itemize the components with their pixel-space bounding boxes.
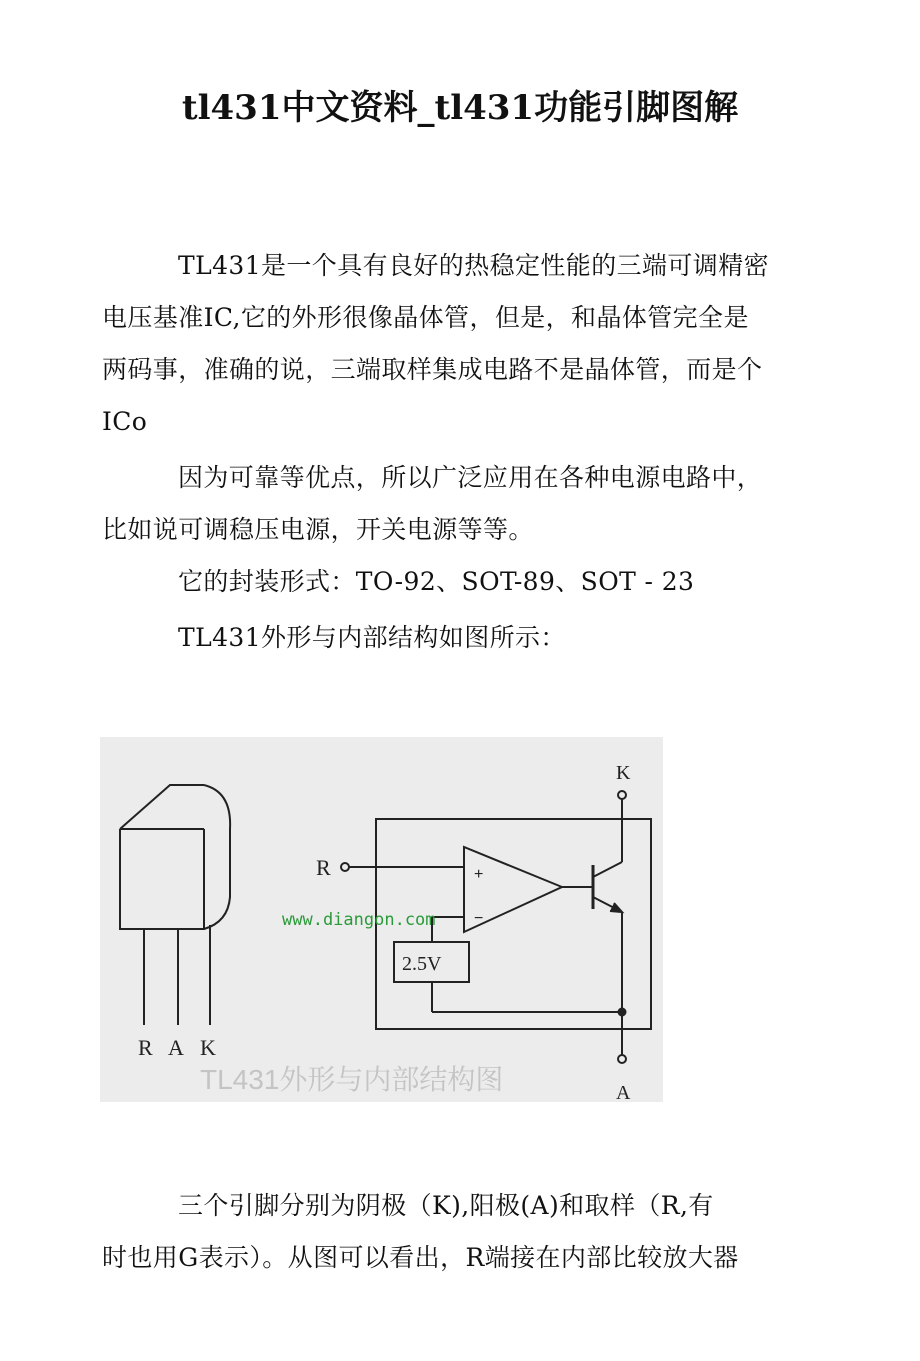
tl431-figure (100, 737, 663, 1102)
to92-package-drawing (120, 785, 230, 1025)
terminal-a-label: A (616, 1082, 631, 1102)
text-line: 三个引脚分别为阴极（K),阳极(A)和取样（R,有 (178, 1191, 714, 1220)
text-line: 时也用G表示）。从图可以看出，R端接在内部比较放大器 (102, 1243, 739, 1272)
text-line: TL431外形与内部结构如图所示： (178, 623, 566, 652)
tl431-diagram (100, 737, 663, 1102)
pin-label-a: A (168, 1035, 184, 1060)
terminal-r-label: R (316, 855, 331, 880)
text-line: 两码事，准确的说，三端取样集成电路不是晶体管，而是个 (102, 355, 763, 384)
terminal-k-label: K (616, 762, 631, 784)
paragraph-figure-intro (102, 612, 802, 664)
text-line: 电压基准IC,它的外形很像晶体管，但是，和晶体管完全是 (102, 303, 749, 332)
pin-label-r: R (138, 1035, 153, 1060)
paragraph-applications (102, 452, 802, 556)
figure-caption: TL431外形与内部结构图 (200, 1064, 504, 1095)
text-line: TL431是一个具有良好的热稳定性能的三端可调精密 (178, 251, 769, 280)
paragraph-packages (102, 556, 802, 608)
text-line: ICo (102, 407, 148, 436)
watermark-url: www.diangon.com (282, 910, 436, 930)
reference-voltage-label: 2.5V (402, 953, 442, 975)
text-line: 因为可靠等优点，所以广泛应用在各种电源电路中， (178, 463, 763, 492)
text-line: 比如说可调稳压电源，开关电源等等。 (102, 515, 534, 544)
pin-label-k: K (200, 1035, 216, 1060)
text-line: 它的封装形式：TO-92、SOT-89、SOT - 23 (178, 567, 695, 596)
page-title: tl431中文资料_tl431功能引脚图解 (181, 88, 739, 128)
paragraph-pins (102, 1180, 802, 1284)
plus-sign: + (474, 866, 484, 883)
minus-sign: − (474, 910, 484, 927)
paragraph-intro (102, 240, 802, 448)
